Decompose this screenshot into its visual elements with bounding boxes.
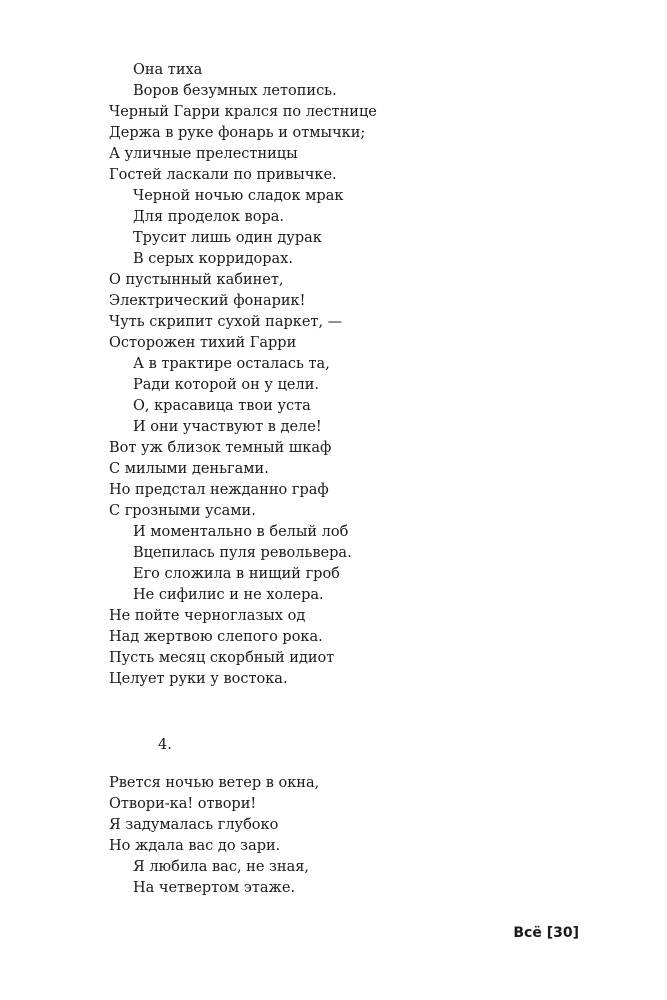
poem-line: А в трактире осталась та,: [133, 356, 330, 372]
poem-line: Черный Гарри крался по лестнице: [109, 104, 377, 120]
poem-line: Для проделок вора.: [133, 209, 284, 225]
poem-line: Но предстал нежданно граф: [109, 482, 329, 498]
section-number: 4.: [158, 737, 172, 753]
poem-line: Вцепилась пуля револьвера.: [133, 545, 352, 561]
poem-line: О, красавица твои уста: [133, 398, 311, 414]
poem-line: Гостей ласкали по привычке.: [109, 167, 337, 183]
poem-line: Держа в руке фонарь и отмычки;: [109, 125, 366, 141]
poem-line: О пустынный кабинет,: [109, 272, 284, 288]
poem-line: А уличные прелестницы: [109, 146, 298, 162]
poem-line: Целует руки у востока.: [109, 671, 288, 687]
poem-line: Рвется ночью ветер в окна,: [109, 775, 320, 791]
poem-line: Пусть месяц скорбный идиот: [109, 650, 335, 666]
poem-line: Не сифилис и не холера.: [133, 587, 324, 603]
poem-line: И они участвуют в деле!: [133, 419, 322, 435]
poem-line: С грозными усами.: [109, 503, 256, 519]
poem-line: Отвори-ка! отвори!: [109, 796, 257, 812]
poem-line: Вот уж близок темный шкаф: [109, 440, 332, 456]
poem-line: Чуть скрипит сухой паркет, —: [109, 314, 343, 330]
poem-line: В серых корридорах.: [133, 251, 293, 267]
poem-line: Я задумалась глубоко: [109, 817, 279, 833]
poem-line: Но ждала вас до зари.: [109, 838, 281, 854]
poem-line: И моментально в белый лоб: [133, 524, 349, 540]
poem-line: Ради которой он у цели.: [133, 377, 319, 393]
poem-stanza-block: [109, 60, 609, 690]
poem-stanza-block-2: [109, 773, 609, 899]
page-footer-label: Всё [30]: [513, 925, 579, 941]
poem-line: Над жертвою слепого рока.: [109, 629, 323, 645]
poem-line: Она тиха: [133, 62, 203, 78]
poem-line: Его сложила в нищий гроб: [133, 566, 340, 582]
poem-line: Черной ночью сладок мрак: [133, 188, 344, 204]
poem-line: Осторожен тихий Гарри: [109, 335, 297, 351]
poem-line: На четвертом этаже.: [133, 880, 296, 896]
poem-line: С милыми деньгами.: [109, 461, 269, 477]
poem-line: Трусит лишь один дурак: [133, 230, 322, 246]
poem-line: Я любила вас, не зная,: [133, 859, 309, 875]
poem-line: Не пойте черноглазых од: [109, 608, 306, 624]
poem-line: Электрический фонарик!: [109, 293, 306, 309]
poem-line: Воров безумных летопись.: [133, 83, 337, 99]
